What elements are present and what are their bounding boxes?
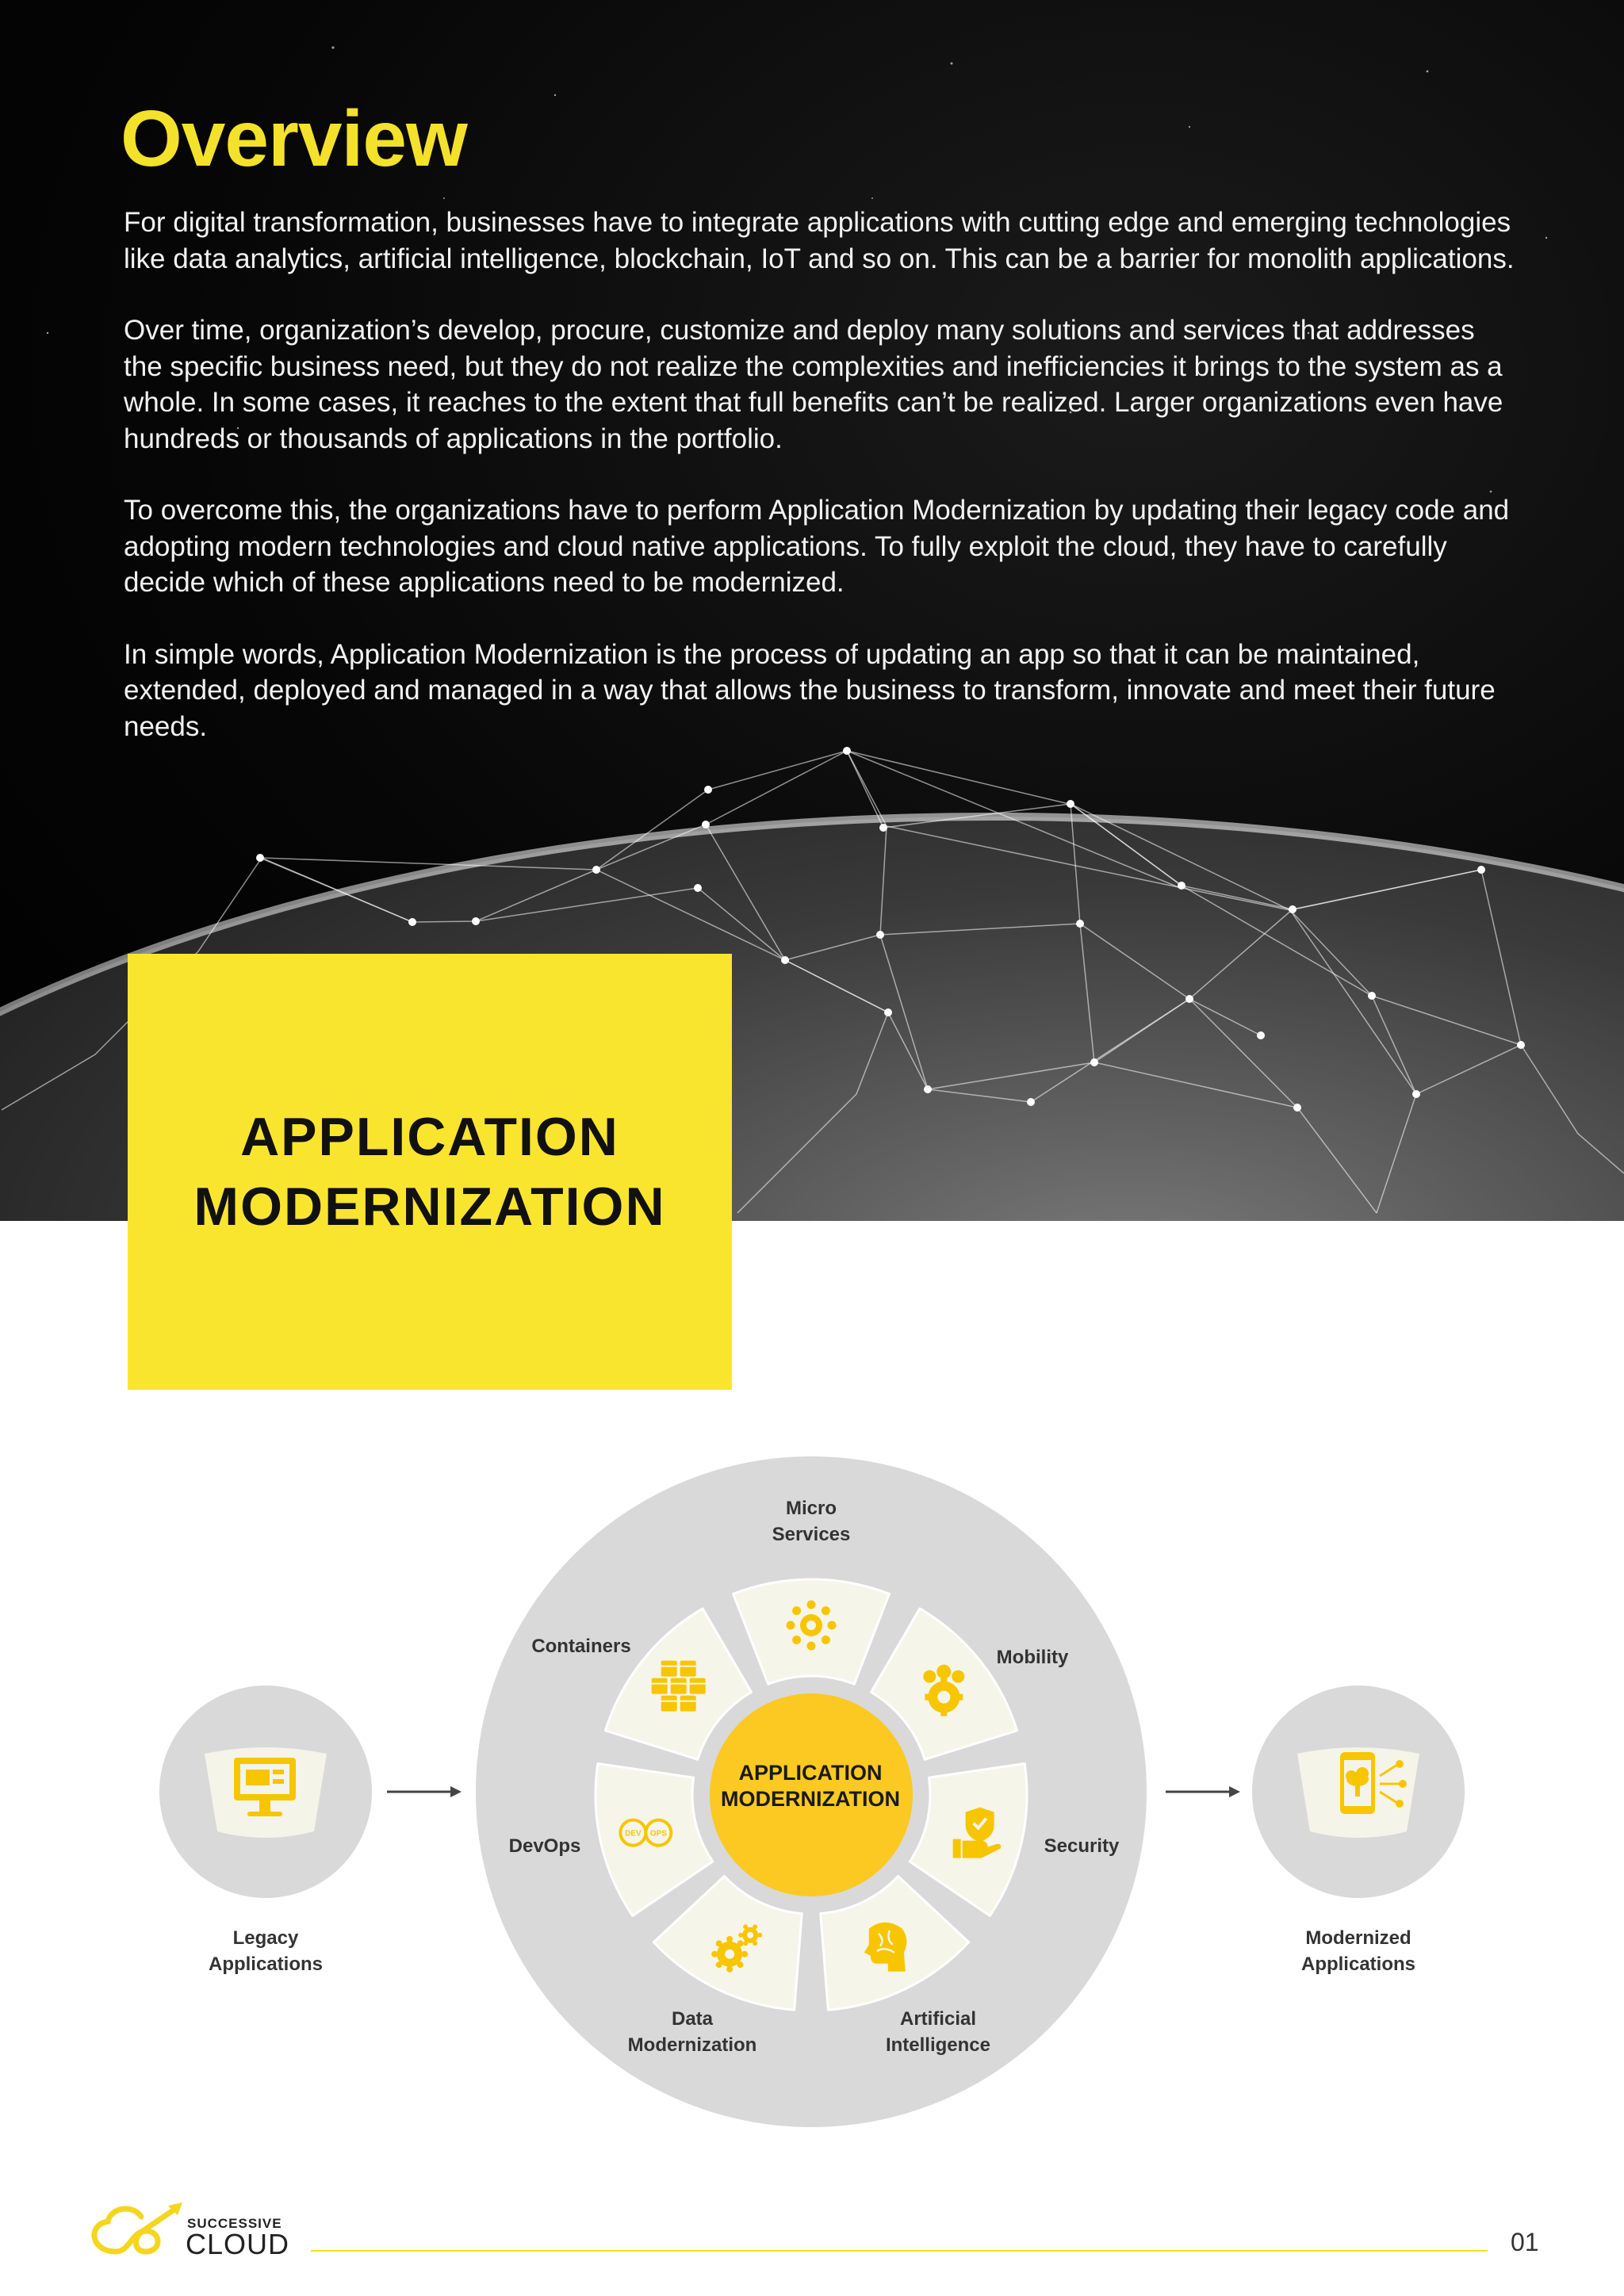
successive-cloud-logo-icon: [84, 2196, 195, 2260]
micro-services-label: Micro Services: [772, 1498, 851, 1545]
banner-title-line-1: APPLICATION: [240, 1107, 619, 1167]
overview-paragraph-2: Over time, organization’s develop, procure, customize and deploy many solutions and services that addresses the specific business need, but they do not realize the complexities and inefficiencies it brings to the system as a whole. In some cases, it reaches to the extent that full benefits can’t be realized. Larger organizations even have hundreds or thousands of applications in the portfolio.: [124, 315, 1503, 454]
brand-name-top: SUCCESSIVE: [187, 2216, 282, 2231]
overview-text: [124, 205, 1519, 780]
svg-text:OPS: OPS: [649, 1829, 667, 1839]
mobility-label: Mobility: [996, 1647, 1069, 1668]
containers-label: Containers: [531, 1636, 631, 1657]
arrow-legacy-to-center: [387, 1786, 462, 1797]
modernized-label: Modernized Applications: [1300, 1927, 1415, 1975]
footer-divider: [311, 2250, 1488, 2252]
center-label: APPLICATION MODERNIZATION: [721, 1761, 900, 1811]
overview-paragraph-4: In simple words, Application Modernization is the process of updating an app so that it can be maintained, extended, deployed and managed in a way that allows the business to transform, innovate and meet their future needs.: [124, 638, 1496, 742]
banner-title-line-2: MODERNIZATION: [193, 1177, 666, 1237]
devops-label: DevOps: [508, 1835, 581, 1857]
overview-paragraph-3: To overcome this, the organizations have to perform Application Modernization by updating their legacy code and adopting modern technologies and cloud native applications. To fully exploit the cloud, they have to carefully decide which of these applications need to be modernized.: [124, 495, 1510, 598]
svg-text:DEV: DEV: [625, 1829, 642, 1839]
brand-name-bottom: CLOUD: [186, 2228, 290, 2260]
overview-title: Overview: [121, 94, 467, 183]
overview-paragraph-1: For digital transformation, businesses have to integrate applications with cutting edge and emerging technologies like data analytics, artificial intelligence, blockchain, IoT and so on. This can be a barrier for monolith applications.: [124, 207, 1515, 274]
page-number: 01: [1511, 2228, 1539, 2256]
data-modernization-label: Data Modernization: [627, 2008, 757, 2056]
arrow-center-to-modernized: [1166, 1786, 1240, 1797]
banner-title: [193, 1102, 665, 1242]
cluster-gear-icon: [787, 1601, 837, 1651]
artificial-intelligence-label: Artificial Intelligence: [885, 2008, 991, 2056]
mobile-cloud-icon: [1340, 1752, 1407, 1814]
legacy-label: Legacy Applications: [208, 1927, 323, 1975]
security-label: Security: [1044, 1835, 1120, 1857]
application-modernization-banner: [128, 954, 732, 1390]
